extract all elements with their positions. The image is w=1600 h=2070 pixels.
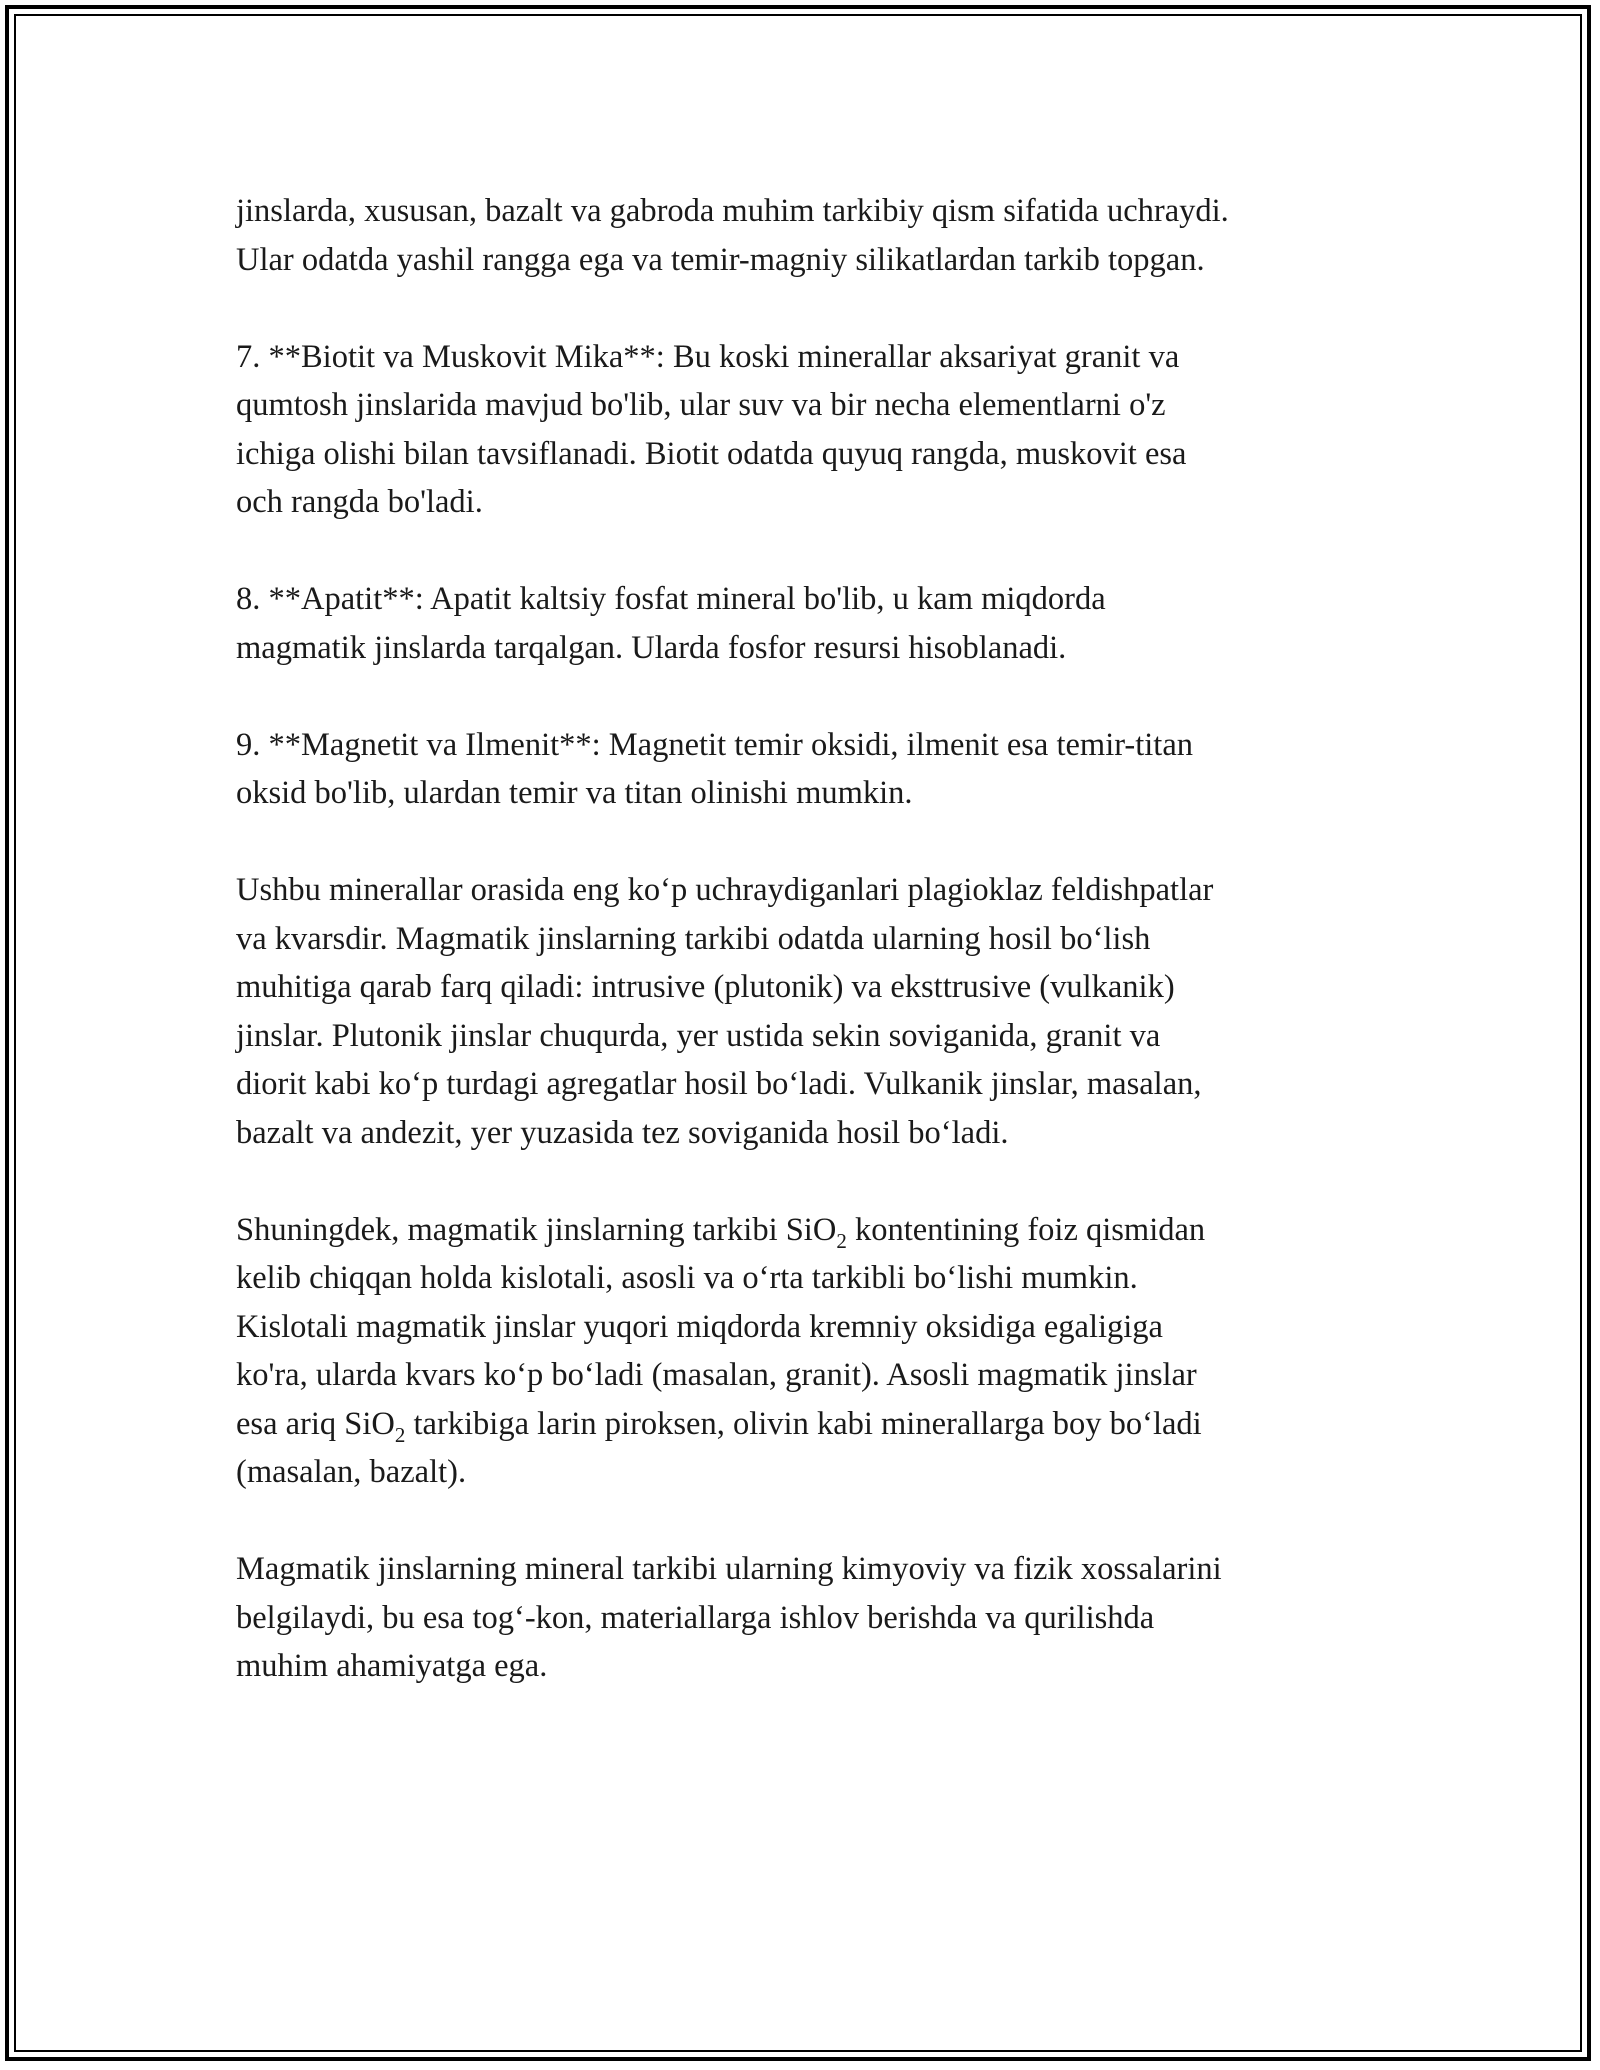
text-line: 7. **Biotit va Muskovit Mika**: Bu koski minerallar aksariyat granit va [236, 338, 1180, 375]
text-line: bazalt va andezit, yer yuzasida tez soviganida hosil bo‘ladi. [236, 1114, 1009, 1151]
text-line [236, 1400, 1376, 1449]
paragraph [236, 1206, 1376, 1497]
text-line: jinslar. Plutonik jinslar chuqurda, yer ustida sekin soviganida, granit va [236, 1017, 1161, 1054]
text-line: muhim ahamiyatga ega. [236, 1648, 548, 1684]
subscript: 2 [394, 1422, 406, 1447]
text-line: 8. **Apatit**: Apatit kaltsiy fosfat mineral bo'lib, u kam miqdorda [236, 581, 1106, 617]
paragraph [236, 721, 1376, 818]
text-segment: Shuningdek, magmatik jinslarning tarkibi SiO [236, 1211, 837, 1248]
paragraph [236, 575, 1376, 672]
document-body [236, 187, 1376, 1691]
text-line: Magmatik jinslarning mineral tarkibi ularning kimyoviy va fizik xossalarini [236, 1551, 1222, 1587]
text-line: Ular odatda yashil rangga ega va temir-magniy silikatlardan tarkib topgan. [236, 241, 1205, 278]
text-line: jinslarda, xususan, bazalt va gabroda muhim tarkibiy qism sifatida uchraydi. [236, 193, 1229, 229]
text-line: va kvarsdir. Magmatik jinslarning tarkibi odatda ularning hosil bo‘lish [236, 920, 1151, 957]
text-line: Kislotali magmatik jinslar yuqori miqdorda kremniy oksidiga egaligiga [236, 1308, 1163, 1345]
text-line: Ushbu minerallar orasida eng ko‘p uchraydiganlari plagioklaz feldishpatlar [236, 872, 1214, 908]
text-segment: tarkibiga larin piroksen, olivin kabi minerallarga boy bo‘ladi [405, 1405, 1202, 1442]
text-segment: esa ariq SiO [236, 1405, 395, 1442]
text-segment: kontentining foiz qismidan [846, 1211, 1206, 1248]
subscript: 2 [836, 1228, 847, 1253]
paragraph [236, 333, 1376, 527]
text-line: belgilaydi, bu esa tog‘-kon, materiallarga ishlov berishda va qurilishda [236, 1599, 1155, 1636]
paragraph [236, 866, 1376, 1157]
text-line: oksid bo'lib, ulardan temir va titan olinishi mumkin. [236, 775, 913, 811]
text-line: ko'ra, ularda kvars ko‘p bo‘ladi (masalan, granit). Asosli magmatik jinslar [236, 1357, 1197, 1393]
paragraph [236, 1545, 1376, 1691]
paragraph [236, 187, 1376, 284]
text-line: magmatik jinslarda tarqalgan. Ularda fosfor resursi hisoblanadi. [236, 629, 1067, 666]
text-line: muhitiga qarab farq qiladi: intrusive (plutonik) va eksttrusive (vulkanik) [236, 969, 1175, 1005]
text-line: 9. **Magnetit va Ilmenit**: Magnetit temir oksidi, ilmenit esa temir-titan [236, 726, 1194, 763]
text-line: kelib chiqqan holda kislotali, asosli va o‘rta tarkibli bo‘lishi mumkin. [236, 1260, 1138, 1296]
text-line: ichiga olishi bilan tavsiflanadi. Biotit odatda quyuq rangda, muskovit esa [236, 435, 1187, 472]
text-line: qumtosh jinslarida mavjud bo'lib, ular suv va bir necha elementlarni o'z [236, 387, 1166, 423]
text-line: (masalan, bazalt). [236, 1454, 467, 1490]
text-line [236, 1206, 1376, 1255]
text-line: och rangda bo'ladi. [236, 484, 483, 520]
text-line: diorit kabi ko‘p turdagi agregatlar hosil bo‘ladi. Vulkanik jinslar, masalan, [236, 1066, 1202, 1102]
